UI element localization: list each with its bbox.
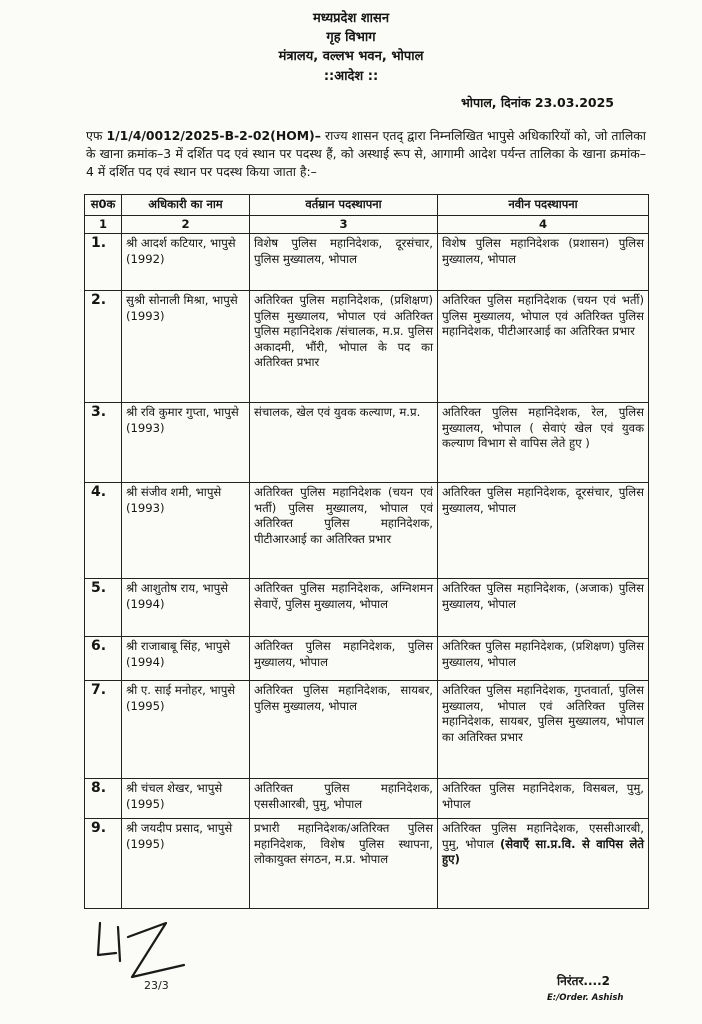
new-posting-text: अतिरिक्त पुलिस महानिदेशक, विसबल, पुमु, भोपाल [442, 781, 644, 811]
new-posting-text: विशेष पुलिस महानिदेशक (प्रशासन) पुलिस मुख्यालय, भोपाल [442, 236, 644, 266]
new-posting-text: अतिरिक्त पुलिस महानिदेशक, गुप्तवार्ता, पुलिस मुख्यालय, भोपाल एवं अतिरिक्त पुलिस महानिदेशक, सायबर, पुलिस मुख्यालय, भोपाल का अतिरिक्त प्रभार [442, 683, 644, 744]
header-order-title: ::आदेश :: [323, 69, 379, 84]
row-serial: 7. [85, 681, 122, 779]
new-posting-note: (सेवाएँ सा.प्र.वि. से वापिस लेते हुए) [442, 836, 644, 866]
row-serial: 4. [85, 483, 122, 579]
row-new-posting [438, 819, 649, 909]
table-row [85, 819, 649, 909]
row-officer-name: श्री आशुतोष राय, भापुसे (1994) [122, 579, 250, 637]
new-posting-text: अतिरिक्त पुलिस महानिदेशक, (अजाक) पुलिस मुख्यालय, भोपाल [442, 581, 644, 611]
table-row [85, 234, 649, 291]
row-new-posting [438, 291, 649, 403]
row-officer-name: श्री चंचल शेखर, भापुसे (1995) [122, 779, 250, 819]
new-posting-text: अतिरिक्त पुलिस महानिदेशक, (प्रशिक्षण) पुलिस मुख्यालय, भोपाल [442, 639, 644, 669]
header-current-posting: वर्तम्रान पदस्थापना [250, 195, 438, 216]
header-serial: स0क [85, 195, 122, 216]
row-new-posting [438, 483, 649, 579]
row-new-posting [438, 779, 649, 819]
continued-note: निरंतर....2 [557, 974, 611, 988]
new-posting-text: अतिरिक्त पुलिस महानिदेशक, दूरसंचार, पुलिस मुख्यालय, भोपाल [442, 485, 644, 515]
row-officer-name: श्री रवि कुमार गुप्ता, भापुसे (1993) [122, 403, 250, 483]
row-current-posting: विशेष पुलिस महानिदेशक, दूरसंचार, पुलिस मुख्यालय, भोपाल [250, 234, 438, 291]
row-officer-name: श्री आदर्श कटियार, भापुसे (1992) [122, 234, 250, 291]
table-row [85, 637, 649, 681]
row-current-posting: अतिरिक्त पुलिस महानिदेशक, एससीआरबी, पुमु, भोपाल [250, 779, 438, 819]
new-posting-text: अतिरिक्त पुलिस महानिदेशक (चयन एवं भर्ती) पुलिस मुख्यालय, भोपाल एवं अतिरिक्त पुलिस महानिदेशक, पीटीआरआई का अतिरिक्त प्रभार [442, 293, 644, 338]
row-new-posting [438, 403, 649, 483]
table-header-row [85, 195, 649, 216]
row-current-posting: अतिरिक्त पुलिस महानिदेशक, अग्निशमन सेवाऐं, पुलिस मुख्यालय, भोपाल [250, 579, 438, 637]
row-serial: 9. [85, 819, 122, 909]
row-current-posting: अतिरिक्त पुलिस महानिदेशक (चयन एवं भर्ती) पुलिस मुख्यालय, भोपाल एवं अतिरिक्त पुलिस महानिदेशक, पीटीआरआई का अतिरिक्त प्रभार [250, 483, 438, 579]
row-officer-name: श्री संजीव शमी, भापुसे (1993) [122, 483, 250, 579]
order-date: भोपाल, दिनांक 23.03.2025 [460, 95, 614, 110]
table-row [85, 291, 649, 403]
new-posting-text: अतिरिक्त पुलिस महानिदेशक, एससीआरबी, पुमु, भोपाल [442, 821, 644, 851]
order-reference: 1/1/4/0012/2025-B-2-02(HOM)– [106, 128, 321, 143]
table-row [85, 681, 649, 779]
row-new-posting [438, 579, 649, 637]
e-order-label: E:/Order. Ashish [547, 993, 624, 1003]
table-row [85, 483, 649, 579]
intro-body: राज्य शासन एतद् द्वारा निम्नलिखित भापुसे अधिकारियों को, जो तालिका के खाना क्रमांक–3 में दर्शित पद एवं स्थान पर पदस्थ हैं, को अस्थाई रूप से, आगामी आदेश पर्यन्त तालिका के खाना क्रमांक–4 में दर्शित पद एवं स्थान पर पदस्थ किया जाता है:– [86, 128, 646, 179]
row-serial: 5. [85, 579, 122, 637]
header-department: गृह विभाग [326, 30, 376, 45]
row-current-posting: प्रभारी महानिदेशक/अतिरिक्त पुलिस महानिदेशक, विशेष पुलिस स्थापना, लोकायुक्त संगठन, म.प्र. भोपाल [250, 819, 438, 909]
new-posting-text: अतिरिक्त पुलिस महानिदेशक, रेल, पुलिस मुख्यालय, भोपाल ( सेवाएं खेल एवं युवक कल्याण विभाग से वापिस लेते हुए ) [442, 405, 644, 450]
posting-table [84, 194, 649, 909]
header-address: मंत्रालय, वल्लभ भवन, भोपाल [278, 49, 424, 64]
table-row [85, 579, 649, 637]
table-row [85, 403, 649, 483]
row-current-posting: अतिरिक्त पुलिस महानिदेशक, सायबर, पुलिस मुख्यालय, भोपाल [250, 681, 438, 779]
row-current-posting: अतिरिक्त पुलिस महानिदेशक, पुलिस मुख्यालय, भोपाल [250, 637, 438, 681]
intro-prefix: एफ [86, 128, 103, 143]
row-current-posting: संचालक, खेल एवं युवक कल्याण, म.प्र. [250, 403, 438, 483]
header-new-posting: नवीन पदस्थापना [438, 195, 649, 216]
header-officer-name: अधिकारी का नाम [122, 195, 250, 216]
column-number: 2 [122, 215, 250, 234]
column-number-row [85, 215, 649, 234]
column-number: 4 [438, 215, 649, 234]
row-current-posting: अतिरिक्त पुलिस महानिदेशक, (प्रशिक्षण) पुलिस मुख्यालय, भोपाल एवं अतिरिक्त पुलिस महानिदेशक /संचालक, म.प्र. पुलिस अकादमी, भौंरी, भोपाल के पद का अतिरिक्त प्रभार [250, 291, 438, 403]
row-officer-name: श्री राजाबाबू सिंह, भापुसे (1994) [122, 637, 250, 681]
row-officer-name: श्री ए. साई मनोहर, भापुसे (1995) [122, 681, 250, 779]
row-serial: 6. [85, 637, 122, 681]
handwritten-signature [88, 915, 198, 995]
row-officer-name: श्री जयदीप प्रसाद, भापुसे (1995) [122, 819, 250, 909]
column-number: 1 [85, 215, 122, 234]
column-number: 3 [250, 215, 438, 234]
row-serial: 2. [85, 291, 122, 403]
row-new-posting [438, 637, 649, 681]
header-state: मध्यप्रदेश शासन [312, 11, 390, 26]
row-new-posting [438, 681, 649, 779]
order-intro [86, 127, 646, 181]
signature-date: 23/3 [144, 979, 169, 992]
row-serial: 3. [85, 403, 122, 483]
row-officer-name: सुश्री सोनाली मिश्रा, भापुसे (1993) [122, 291, 250, 403]
row-serial: 8. [85, 779, 122, 819]
row-serial: 1. [85, 234, 122, 291]
row-new-posting [438, 234, 649, 291]
table-row [85, 779, 649, 819]
